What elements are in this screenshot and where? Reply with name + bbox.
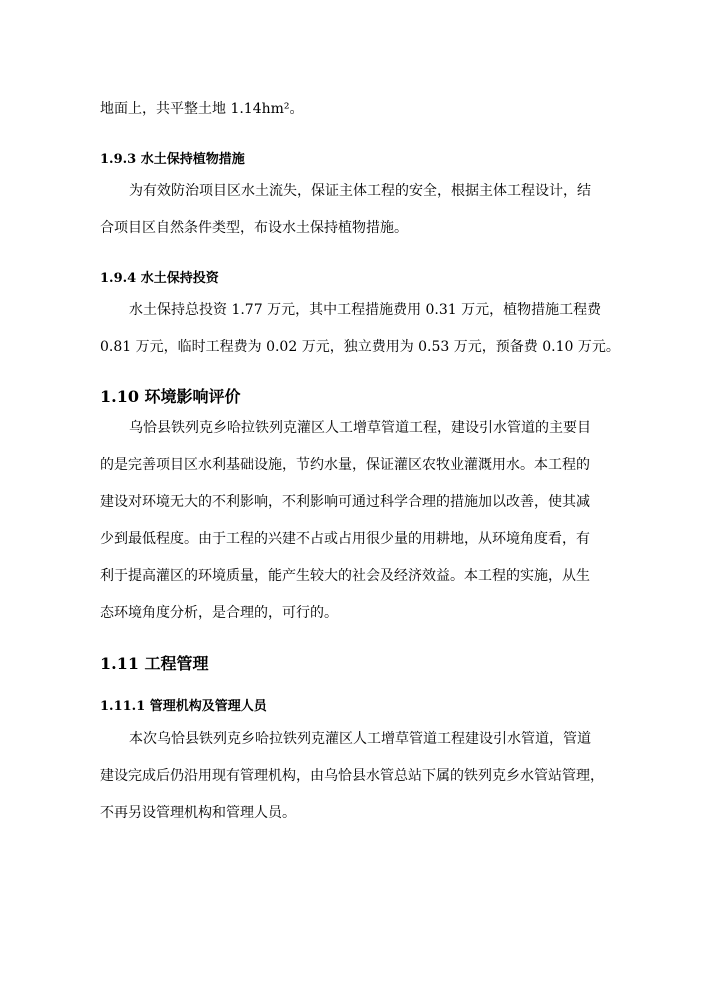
section-heading-1-11-1: 1.11.1 管理机构及管理人员 [100, 699, 267, 714]
paragraph-line: 不再另设管理机构和管理人员。 [100, 805, 296, 821]
paragraph-line: 合项目区自然条件类型，布设水土保持植物措施。 [100, 220, 408, 236]
paragraph-line: 建设对环境无大的不利影响，不利影响可通过科学合理的措施加以改善，使其减 [100, 494, 590, 510]
paragraph-line: 态环境角度分析，是合理的，可行的。 [100, 605, 338, 621]
section-heading-1-9-3: 1.9.3 水土保持植物措施 [100, 152, 245, 167]
paragraph-line: 地面上，共平整土地 1.14hm²。 [100, 101, 304, 117]
paragraph-line: 建设完成后仍沿用现有管理机构，由乌恰县水管总站下属的铁列克乡水管站管理， [100, 768, 604, 784]
paragraph-line: 利于提高灌区的环境质量，能产生较大的社会及经济效益。本工程的实施，从生 [100, 568, 590, 584]
paragraph-line: 0.81 万元，临时工程费为 0.02 万元，独立费用为 0.53 万元，预备费 0.10 万元。 [100, 339, 620, 355]
paragraph-line: 为有效防治项目区水土流失，保证主体工程的安全，根据主体工程设计，结 [129, 183, 591, 199]
section-heading-1-9-4: 1.9.4 水土保持投资 [100, 271, 219, 286]
paragraph-line: 本次乌恰县铁列克乡哈拉铁列克灌区人工增草管道工程建设引水管道，管道 [129, 731, 591, 747]
section-heading-1-11: 1.11 工程管理 [100, 654, 209, 673]
paragraph-line: 的是完善项目区水利基础设施，节约水量，保证灌区农牧业灌溉用水。本工程的 [100, 457, 590, 473]
paragraph-line: 水土保持总投资 1.77 万元，其中工程措施费用 0.31 万元，植物措施工程费 [129, 302, 602, 318]
section-heading-1-10: 1.10 环境影响评价 [100, 387, 241, 406]
paragraph-line: 乌恰县铁列克乡哈拉铁列克灌区人工增草管道工程，建设引水管道的主要目 [129, 420, 591, 436]
paragraph-line: 少到最低程度。由于工程的兴建不占或占用很少量的用耕地，从环境角度看，有 [100, 531, 590, 547]
